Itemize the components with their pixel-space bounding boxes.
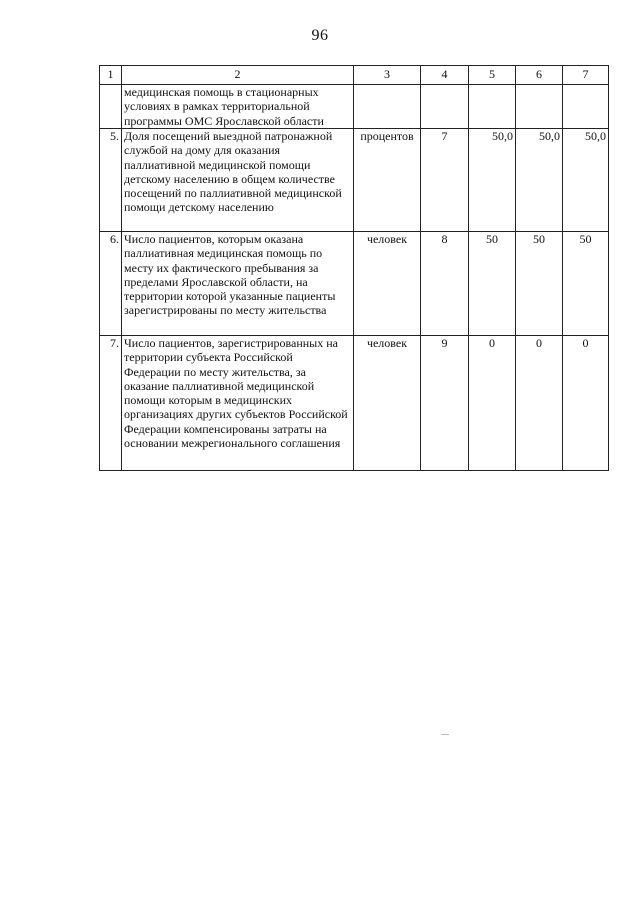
unit-cell: процентов xyxy=(354,129,421,232)
unit-cell: человек xyxy=(354,232,421,336)
value-cell xyxy=(469,85,516,129)
table-row xyxy=(100,232,609,336)
value-cell: 50,0 xyxy=(469,129,516,232)
value-cell: 0 xyxy=(469,336,516,471)
row-number: 5. xyxy=(100,129,122,232)
value-cell: 0 xyxy=(563,336,609,471)
column-header: 5 xyxy=(469,66,516,85)
column-header: 6 xyxy=(516,66,563,85)
value-cell: 50 xyxy=(516,232,563,336)
value-cell: 0 xyxy=(516,336,563,471)
value-cell: 7 xyxy=(421,129,469,232)
table-header-row xyxy=(100,66,609,85)
row-number: 7. xyxy=(100,336,122,471)
unit-cell xyxy=(354,85,421,129)
row-number xyxy=(100,85,122,129)
value-cell: 50,0 xyxy=(563,129,609,232)
value-cell xyxy=(421,85,469,129)
row-number: 6. xyxy=(100,232,122,336)
table-row xyxy=(100,336,609,471)
indicator-name: медицинская помощь в стационарных условиях в рамках территориальной программы ОМС Ярославской области xyxy=(122,85,354,129)
value-cell: 50,0 xyxy=(516,129,563,232)
column-header: 3 xyxy=(354,66,421,85)
column-header: 7 xyxy=(563,66,609,85)
indicator-name: Число пациентов, зарегистрированных на территории субъекта Российской Федерации по месту жительства, за оказание паллиативной медицинской помощи которым в медицинских организациях других субъектов Российской Федерации компенсированы затраты на основании межрегионального соглашения xyxy=(122,336,354,471)
value-cell xyxy=(516,85,563,129)
value-cell: 9 xyxy=(421,336,469,471)
unit-cell: человек xyxy=(354,336,421,471)
scan-mark xyxy=(441,734,449,735)
column-header: 1 xyxy=(100,66,122,85)
column-header: 4 xyxy=(421,66,469,85)
value-cell: 8 xyxy=(421,232,469,336)
page-number: 96 xyxy=(311,27,329,44)
table-row xyxy=(100,129,609,232)
indicator-name: Доля посещений выездной патронажной службой на дому для оказания паллиативной медицинской помощи детскому населению в общем количестве посещений по паллиативной медицинской помощи детскому населению xyxy=(122,129,354,232)
value-cell xyxy=(563,85,609,129)
column-header: 2 xyxy=(122,66,354,85)
indicators-table xyxy=(99,65,609,471)
value-cell: 50 xyxy=(469,232,516,336)
indicator-name: Число пациентов, которым оказана паллиативная медицинская помощь по месту их фактического пребывания за пределами Ярославской области, на территории которой указанные пациенты зарегистрированы по месту жительства xyxy=(122,232,354,336)
value-cell: 50 xyxy=(563,232,609,336)
table-row xyxy=(100,85,609,129)
